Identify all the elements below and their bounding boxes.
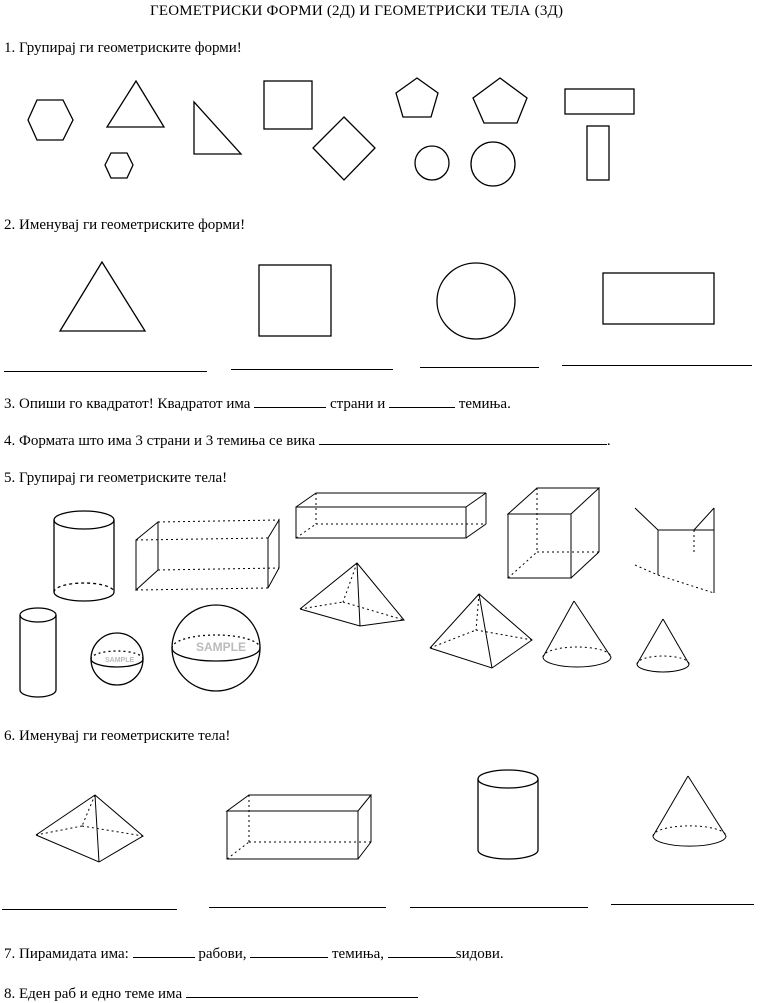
q5-cone-1	[543, 601, 611, 667]
question-3-text-a: 3. Опиши го квадратот! Квадратот има	[4, 396, 251, 412]
circle-medium	[471, 142, 515, 186]
q5-prism-long	[136, 520, 279, 590]
q5-cone-2	[637, 619, 689, 672]
q5-cylinder-large	[54, 511, 114, 601]
question-7-text-b: рабови,	[198, 946, 247, 962]
rectangle-horizontal	[565, 89, 634, 114]
q6-cone	[653, 776, 726, 846]
question-4-text: 4. Формата што има 3 страни и 3 темиња се вика	[4, 433, 316, 449]
q2-circle	[437, 263, 515, 339]
q2-rectangle	[603, 273, 714, 324]
square-rotated	[313, 117, 375, 180]
circle-small	[415, 146, 449, 180]
q2-triangle	[60, 262, 145, 331]
page-title: ГЕОМЕТРИСКИ ФОРМИ (2Д) И ГЕОМЕТРИСКИ ТЕЛА (3Д)	[150, 3, 564, 19]
question-7-text-c: темиња,	[331, 946, 384, 962]
question-4-end: .	[606, 433, 611, 449]
question-1: 1. Групирај ги геометриските форми!	[4, 40, 242, 56]
q5-open-box	[635, 508, 714, 593]
pentagon-large	[473, 78, 527, 123]
question-3-text-b: страни и	[329, 396, 386, 412]
q5-prism-flat	[296, 493, 486, 538]
q6-cylinder	[478, 770, 538, 859]
question-7-text-a: 7. Пирамидата има:	[4, 946, 129, 962]
question-7-text-d: ѕидови.	[455, 946, 504, 962]
question-6: 6. Именувај ги геометриските тела!	[4, 728, 231, 744]
question-2: 2. Именувај ги геометриските форми!	[4, 217, 246, 233]
q2-square	[259, 265, 331, 336]
question-3-text-c: темиња.	[458, 396, 511, 412]
hexagon-small	[105, 153, 133, 178]
triangle-equilateral	[107, 81, 164, 127]
rectangle-vertical	[587, 126, 609, 180]
q5-pyramid-2	[430, 594, 532, 668]
question-5: 5. Групирај ги геометриските тела!	[4, 470, 228, 486]
question-8-text: 8. Еден раб и едно теме има	[4, 986, 183, 1002]
q5-cube	[508, 488, 599, 578]
watermark-large: SAMPLE	[196, 640, 247, 654]
q5-pyramid-1	[300, 563, 404, 626]
q5-cylinder-small	[20, 608, 56, 697]
q6-pyramid	[36, 795, 143, 862]
hexagon-large	[28, 100, 73, 140]
pentagon-small	[396, 78, 438, 117]
square-upright	[264, 81, 312, 129]
triangle-right	[194, 102, 241, 154]
watermark-small: SAMPLE	[105, 657, 135, 664]
q6-prism	[227, 795, 371, 859]
